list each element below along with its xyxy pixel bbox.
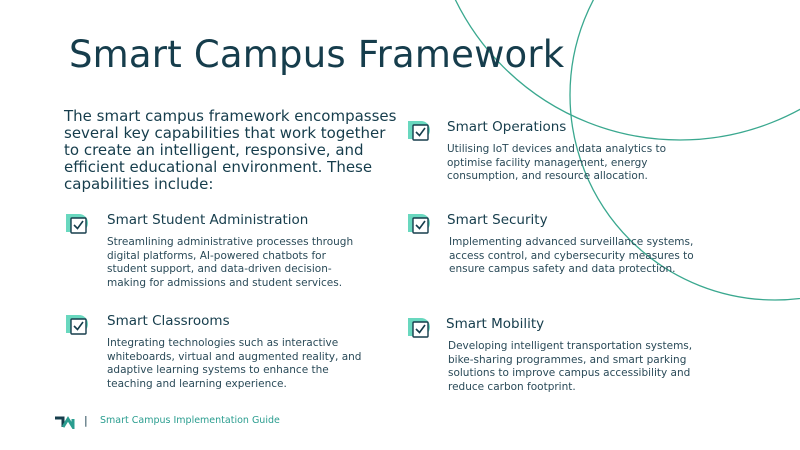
- capability-description: Implementing advanced surveillance systems, access control, and cybersecurity measures to ensure campus safety and data protection.: [449, 236, 694, 275]
- checkbox-check-icon: [406, 119, 430, 143]
- capability-smart-operations: [406, 119, 726, 189]
- capability-description: Developing intelligent transportation systems, bike-sharing programmes, and smart parking solutions to improve campus accessibility and reduce carbon footprint.: [448, 340, 693, 393]
- capability-title: Smart Classrooms: [107, 313, 230, 329]
- page-title: Smart Campus Framework: [69, 33, 565, 76]
- checkbox-check-icon: [64, 313, 88, 337]
- capability-title: Smart Operations: [447, 119, 567, 135]
- footer-text: Smart Campus Implementation Guide: [100, 415, 280, 426]
- capability-title: Smart Mobility: [446, 316, 545, 332]
- brand-logo-icon: [54, 415, 76, 429]
- intro-paragraph: The smart campus framework encompasses several key capabilities that work together to create an intelligent, responsive, and efficient educational environment. These capabilities include:: [64, 107, 397, 193]
- checkbox-check-icon: [406, 212, 430, 236]
- capability-smart-security: [406, 212, 726, 282]
- capability-description: Streamlining administrative processes through digital platforms, AI-powered chatbots for student support, and data-driven decision-making for admissions and student services.: [107, 236, 354, 289]
- capability-smart-student-administration: [64, 212, 384, 292]
- capability-title: Smart Security: [447, 212, 548, 228]
- capability-description: Utilising IoT devices and data analytics to optimise facility management, energy consumption, and resource allocation.: [447, 143, 667, 182]
- checkbox-check-icon: [64, 212, 88, 236]
- capability-smart-classrooms: [64, 313, 384, 393]
- capability-smart-mobility: [406, 316, 726, 396]
- capability-title: Smart Student Administration: [107, 212, 309, 228]
- capability-description: Integrating technologies such as interactive whiteboards, virtual and augmented reality, and adaptive learning systems to enhance the teaching and learning experience.: [107, 337, 362, 390]
- checkbox-check-icon: [406, 316, 430, 340]
- footer-separator: |: [84, 414, 88, 427]
